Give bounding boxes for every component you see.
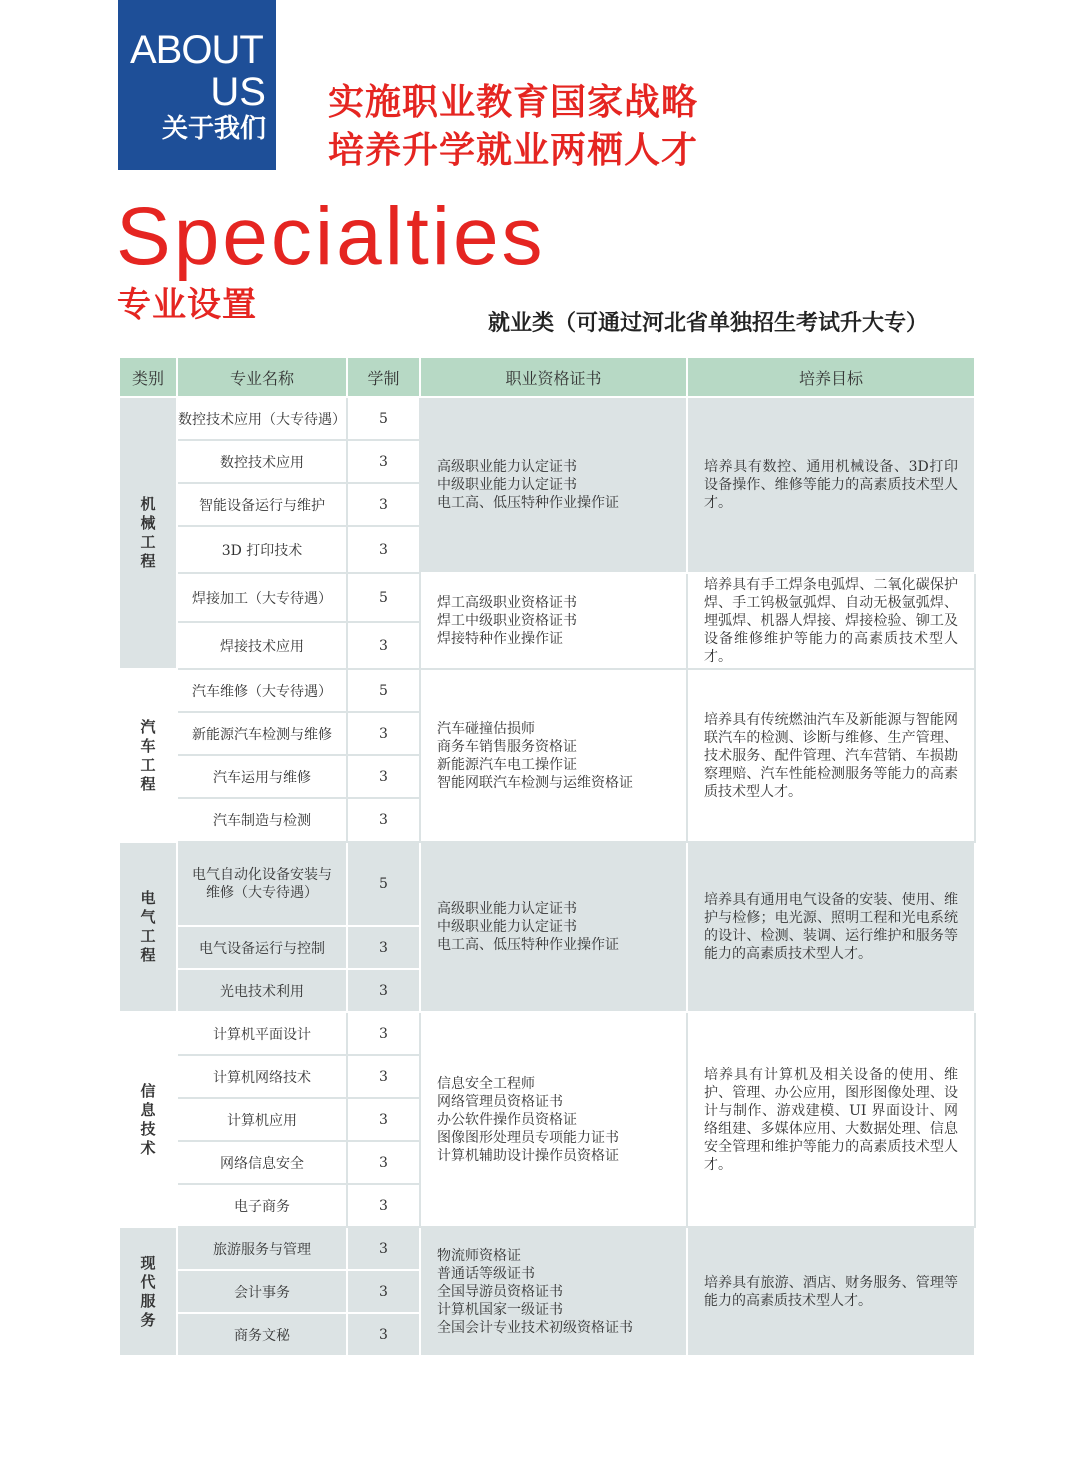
major-years: 3 — [348, 756, 421, 799]
category-cell: 信息技术 — [120, 1013, 178, 1228]
major-name: 计算机应用 — [178, 1099, 348, 1142]
major-years: 3 — [348, 1185, 421, 1228]
goal-cell: 培养具有计算机及相关设备的使用、维护、管理、办公应用，图形图像处理、设计与制作、游戏建模、UI 界面设计、网络组建、多媒体应用、大数据处理、信息安全管理和维护等能力的高素质技术型人才。 — [688, 1013, 976, 1228]
goal-cell: 培养具有数控、通用机械设备、3D打印设备操作、维修等能力的高素质技术型人才。 — [688, 398, 976, 574]
major-name: 计算机网络技术 — [178, 1056, 348, 1099]
major-years: 5 — [348, 574, 421, 623]
major-years: 3 — [348, 1271, 421, 1314]
major-name: 数控技术应用 — [178, 441, 348, 484]
about-text: ABOUT — [130, 28, 263, 72]
major-years: 3 — [348, 1142, 421, 1185]
major-years: 3 — [348, 623, 421, 670]
slogan-line-2: 培养升学就业两栖人才 — [328, 130, 699, 171]
major-name: 旅游服务与管理 — [178, 1228, 348, 1271]
table-row — [120, 843, 976, 927]
major-name: 会计事务 — [178, 1271, 348, 1314]
certificate-cell: 物流师资格证 普通话等级证书 全国导游员资格证书 计算机国家一级证书 全国会计专业技术初级资格证书 — [421, 1228, 688, 1357]
major-years: 3 — [348, 713, 421, 756]
section-title-cn: 专业设置 — [117, 285, 257, 325]
goal-cell: 培养具有通用电气设备的安装、使用、维护与检修；电光源、照明工程和光电系统的设计、检测、装调、运行维护和服务等能力的高素质技术型人才。 — [688, 843, 976, 1013]
major-name: 汽车制造与检测 — [178, 799, 348, 843]
header-years: 学制 — [348, 358, 421, 398]
category-cell: 机械工程 — [120, 398, 178, 670]
table-header-row — [120, 358, 976, 398]
major-name: 网络信息安全 — [178, 1142, 348, 1185]
major-name: 光电技术利用 — [178, 970, 348, 1013]
about-us-badge — [118, 0, 276, 170]
major-years: 3 — [348, 527, 421, 574]
major-years: 5 — [348, 398, 421, 441]
table-row — [120, 574, 976, 623]
us-text: US — [210, 70, 266, 114]
major-years: 5 — [348, 670, 421, 713]
major-name: 汽车维修（大专待遇） — [178, 670, 348, 713]
major-years: 3 — [348, 1228, 421, 1271]
major-years: 3 — [348, 927, 421, 970]
table-row — [120, 1228, 976, 1271]
major-years: 3 — [348, 799, 421, 843]
major-name: 3D 打印技术 — [178, 527, 348, 574]
major-years: 3 — [348, 484, 421, 527]
certificate-cell: 信息安全工程师 网络管理员资格证书 办公软件操作员资格证 图像图形处理员专项能力证书 计算机辅助设计操作员资格证 — [421, 1013, 688, 1228]
goal-cell: 培养具有手工焊条电弧焊、二氧化碳保护焊、手工钨极氩弧焊、自动无极氩弧焊、埋弧焊、机器人焊接、焊接检验、铆工及设备维修维护等能力的高素质技术型人才。 — [688, 574, 976, 670]
goal-cell: 培养具有旅游、酒店、财务服务、管理等能力的高素质技术型人才。 — [688, 1228, 976, 1357]
major-years: 3 — [348, 1099, 421, 1142]
certificate-cell: 高级职业能力认定证书 中级职业能力认定证书 电工高、低压特种作业操作证 — [421, 843, 688, 1013]
major-name: 电气自动化设备安装与维修（大专待遇） — [178, 843, 348, 927]
category-cell: 汽车工程 — [120, 670, 178, 843]
major-name: 计算机平面设计 — [178, 1013, 348, 1056]
major-name: 电子商务 — [178, 1185, 348, 1228]
table-row — [120, 1013, 976, 1056]
certificate-cell: 高级职业能力认定证书 中级职业能力认定证书 电工高、低压特种作业操作证 — [421, 398, 688, 574]
header-certificate: 职业资格证书 — [421, 358, 688, 398]
major-name: 新能源汽车检测与维修 — [178, 713, 348, 756]
certificate-cell: 汽车碰撞估损师 商务车销售服务资格证 新能源汽车电工操作证 智能网联汽车检测与运维资格证 — [421, 670, 688, 843]
major-years: 5 — [348, 843, 421, 927]
major-years: 3 — [348, 970, 421, 1013]
certificate-cell: 焊工高级职业资格证书 焊工中级职业资格证书 焊接特种作业操作证 — [421, 574, 688, 670]
section-title-en: Specialties — [116, 191, 546, 282]
category-cell: 电气工程 — [120, 843, 178, 1013]
major-years: 3 — [348, 1056, 421, 1099]
major-name: 电气设备运行与控制 — [178, 927, 348, 970]
major-years: 3 — [348, 1013, 421, 1056]
header-goal: 培养目标 — [688, 358, 976, 398]
goal-cell: 培养具有传统燃油汽车及新能源与智能网联汽车的检测、诊断与维修、生产管理、技术服务、配件管理、汽车营销、车损勘察理赔、汽车性能检测服务等能力的高素质技术型人才。 — [688, 670, 976, 843]
table-row — [120, 398, 976, 441]
major-name: 智能设备运行与维护 — [178, 484, 348, 527]
major-years: 3 — [348, 441, 421, 484]
major-name: 数控技术应用（大专待遇） — [178, 398, 348, 441]
category-cell: 现代服务 — [120, 1228, 178, 1357]
slogan-line-1: 实施职业教育国家战略 — [328, 82, 699, 123]
major-name: 焊接技术应用 — [178, 623, 348, 670]
header-category: 类别 — [120, 358, 178, 398]
major-name: 商务文秘 — [178, 1314, 348, 1357]
specialties-table — [120, 358, 976, 1357]
category-note: 就业类（可通过河北省单独招生考试升大专） — [488, 311, 929, 336]
about-us-cn: 关于我们 — [161, 114, 266, 144]
major-years: 3 — [348, 1314, 421, 1357]
major-name: 焊接加工（大专待遇） — [178, 574, 348, 623]
table-row — [120, 670, 976, 713]
header-major: 专业名称 — [178, 358, 348, 398]
major-name: 汽车运用与维修 — [178, 756, 348, 799]
